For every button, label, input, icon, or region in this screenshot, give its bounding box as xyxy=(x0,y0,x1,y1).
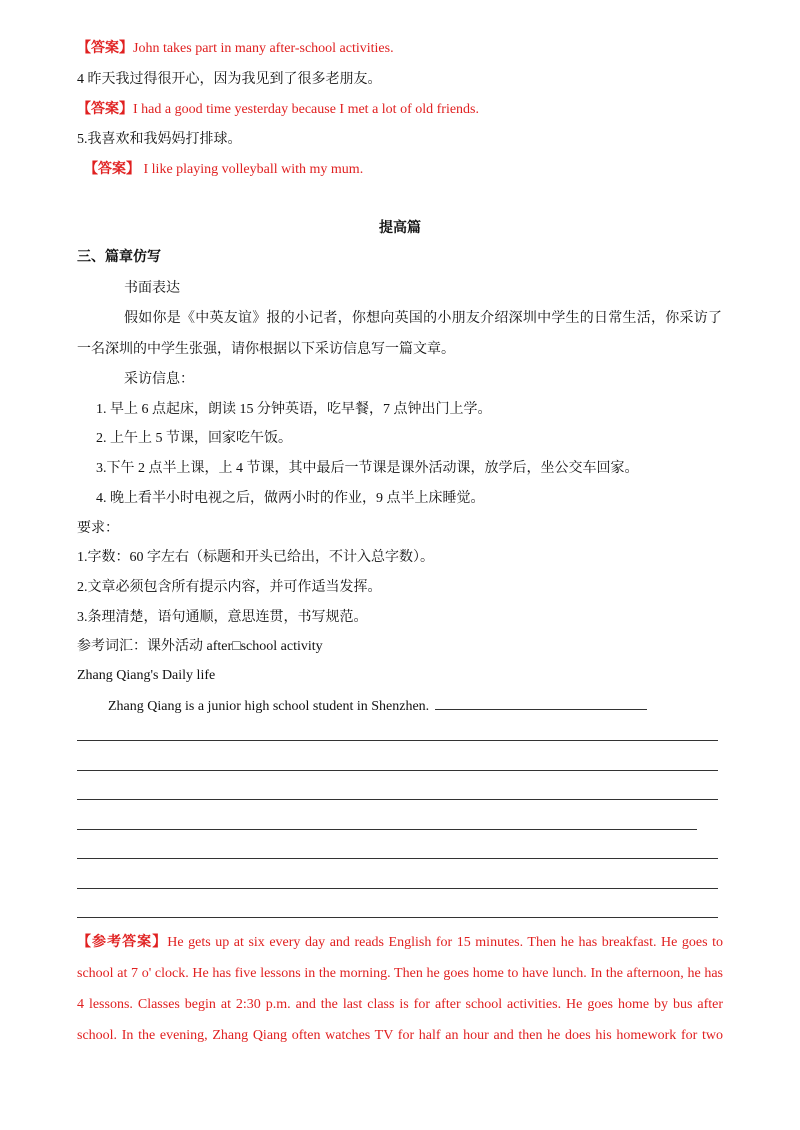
reference-tag: 【参考答案】 xyxy=(77,935,168,950)
requirement-item: 2.文章必须包含所有提示内容，并可作适当发挥。 xyxy=(77,580,382,595)
essay-title: Zhang Qiang's Daily life xyxy=(77,668,216,683)
reference-line: school. In the evening, Zhang Qiang often watches TV for half an hour and then he does his homework for two xyxy=(77,1028,723,1043)
section-title: 提高篇 xyxy=(379,221,421,236)
reference-text: He gets up at six every day and reads English for 15 minutes. Then he has breakfast. He goes to xyxy=(167,935,724,950)
prompt-line-1: 假如你是《中英友谊》报的小记者，你想向英国的小朋友介绍深圳中学生的日常生活，你采访了 xyxy=(124,311,722,326)
interview-item: 4. 晚上看半小时电视之后，做两小时的作业，9 点半上床睡觉。 xyxy=(96,491,485,506)
answer-tag: 【答案】 xyxy=(77,102,133,117)
answer-tag: 【答案】 xyxy=(77,41,133,56)
reference-line: 4 lessons. Classes begin at 2:30 p.m. and the last class is for after school activities. He goes home by bus after xyxy=(77,997,723,1012)
prompt-line-2: 一名深圳的中学生张强，请你根据以下采访信息写一篇文章。 xyxy=(77,342,455,357)
interview-item: 1. 早上 6 点起床，朗读 15 分钟英语，吃早餐，7 点钟出门上学。 xyxy=(96,402,492,417)
task-label: 书面表达 xyxy=(124,281,180,296)
answer-4 xyxy=(77,101,479,119)
question-5: 5.我喜欢和我妈妈打排球。 xyxy=(77,132,242,147)
writing-blank[interactable] xyxy=(435,697,647,710)
requirement-item: 1.字数：60 字左右（标题和开头已给出，不计入总字数）。 xyxy=(77,550,434,565)
writing-line[interactable] xyxy=(77,917,718,918)
writing-line[interactable] xyxy=(77,858,718,859)
writing-line[interactable] xyxy=(77,799,718,800)
interview-item: 3.下午 2 点半上课，上 4 节课，其中最后一节课是课外活动课，放学后，坐公交车回家。 xyxy=(96,461,639,476)
answer-5 xyxy=(84,161,363,179)
answer-3 xyxy=(77,40,394,58)
interview-item: 2. 上午上 5 节课，回家吃午饭。 xyxy=(96,431,292,446)
answer-text: John takes part in many after-school activities. xyxy=(133,41,394,56)
answer-tag: 【答案】 xyxy=(84,162,140,177)
answer-text: I had a good time yesterday because I met a lot of old friends. xyxy=(133,102,479,117)
writing-line[interactable] xyxy=(77,829,697,830)
writing-line[interactable] xyxy=(77,770,718,771)
part-heading: 三、篇章仿写 xyxy=(77,250,161,265)
requirements-label: 要求： xyxy=(77,521,119,536)
question-4: 4 昨天我过得很开心，因为我见到了很多老朋友。 xyxy=(77,72,382,87)
reference-answer xyxy=(77,927,723,1051)
writing-line[interactable] xyxy=(77,888,718,889)
writing-line[interactable] xyxy=(77,740,718,741)
essay-opening-text: Zhang Qiang is a junior high school student in Shenzhen. xyxy=(108,699,430,714)
reference-line: school at 7 o' clock. He has five lessons in the morning. Then he goes home to have lunch. In the afternoon, he has xyxy=(77,966,723,981)
requirement-item: 3.条理清楚，语句通顺，意思连贯，书写规范。 xyxy=(77,610,368,625)
answer-text: I like playing volleyball with my mum. xyxy=(140,162,364,177)
vocabulary-hint: 参考词汇：课外活动 after□school activity xyxy=(77,639,323,654)
essay-opening xyxy=(108,697,647,716)
reference-line xyxy=(77,927,723,958)
interview-label: 采访信息： xyxy=(124,372,194,387)
